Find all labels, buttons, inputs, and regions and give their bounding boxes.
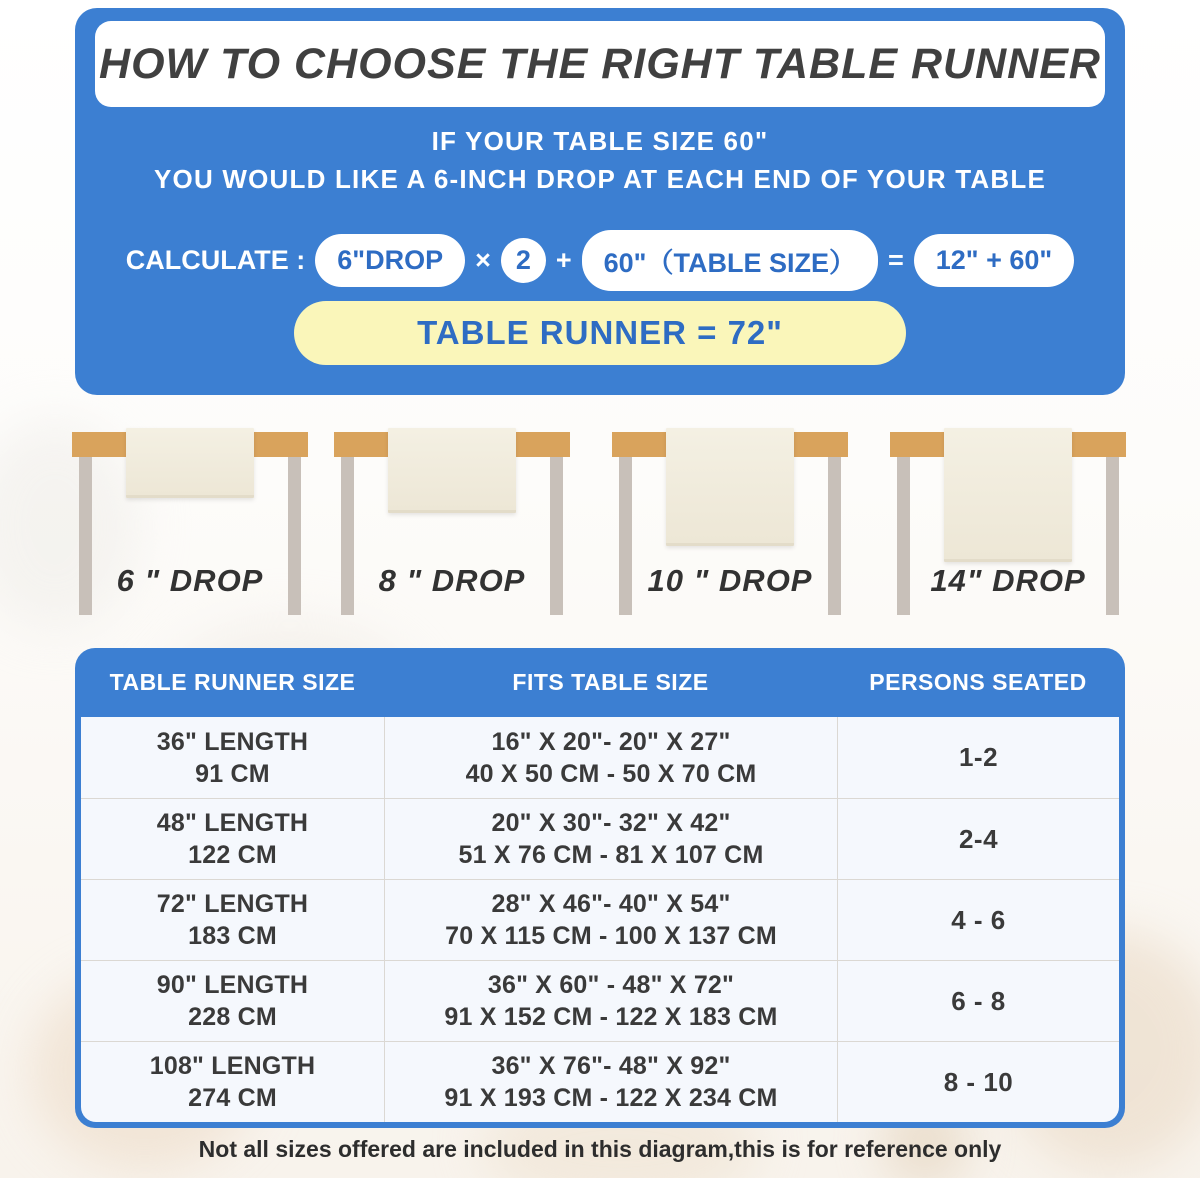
table-runner-cloth xyxy=(126,428,254,498)
fits-size-cell xyxy=(384,879,837,960)
column-header-fits-table-size: FITS TABLE SIZE xyxy=(512,669,709,695)
table-size-pill: 60"（TABLE SIZE） xyxy=(582,230,878,291)
column-header-persons-seated: PERSONS SEATED xyxy=(869,669,1087,695)
column-header-runner-size: TABLE RUNNER SIZE xyxy=(109,669,356,695)
persons-cell xyxy=(837,798,1119,879)
disclaimer-note: Not all sizes offered are included in this diagram,this is for reference only xyxy=(198,1136,1002,1162)
fits-line: 36" X 60" - 48" X 72" xyxy=(487,971,735,999)
sum-pill: 12" + 60" xyxy=(914,234,1074,287)
persons-value: 2-4 xyxy=(958,823,999,854)
persons-value: 6 - 8 xyxy=(951,985,1006,1016)
size-chart-panel xyxy=(75,648,1125,1128)
size-line: 72" LENGTH xyxy=(156,890,309,918)
table-illustration-6-drop xyxy=(72,425,308,625)
fits-size-cell xyxy=(384,717,837,798)
runner-size-cell xyxy=(81,798,384,879)
fits-size-cell xyxy=(384,798,837,879)
fits-line: 36" X 76"- 48" X 92" xyxy=(491,1052,731,1080)
drop-illustrations xyxy=(0,425,1200,640)
persons-value: 4 - 6 xyxy=(951,904,1006,935)
persons-value: 8 - 10 xyxy=(943,1066,1014,1097)
persons-cell xyxy=(837,717,1119,798)
title-box xyxy=(95,21,1105,107)
drop-label: 10 " DROP xyxy=(647,563,813,598)
times-operator: × xyxy=(475,245,491,275)
result-pill: TABLE RUNNER = 72" xyxy=(294,301,906,365)
size-line: 90" LENGTH xyxy=(156,971,309,999)
fits-line: 16" X 20"- 20" X 27" xyxy=(491,727,731,756)
fits-size-cell xyxy=(384,1041,837,1122)
equals-operator: = xyxy=(887,245,904,275)
fits-line: 20" X 30"- 32" X 42" xyxy=(491,809,731,837)
drop-label: 8 " DROP xyxy=(378,563,526,598)
table-illustration-10-drop xyxy=(612,425,848,625)
runner-size-cell xyxy=(81,960,384,1041)
plus-operator: + xyxy=(555,245,572,275)
fits-line: 91 X 193 CM - 122 X 234 CM xyxy=(444,1084,778,1112)
fits-line: 28" X 46"- 40" X 54" xyxy=(491,890,731,918)
runner-size-cell xyxy=(81,879,384,960)
fits-line: 51 X 76 CM - 81 X 107 CM xyxy=(458,841,764,869)
size-line: 228 CM xyxy=(188,1003,277,1031)
size-chart-body xyxy=(81,717,1119,1122)
size-line: 274 CM xyxy=(188,1084,277,1112)
factor-circle: 2 xyxy=(501,238,546,283)
header-panel xyxy=(75,8,1125,395)
size-line: 108" LENGTH xyxy=(149,1052,316,1080)
calculate-label: CALCULATE : xyxy=(125,245,306,275)
page-title: HOW TO CHOOSE THE RIGHT TABLE RUNNER xyxy=(99,39,1101,88)
size-line: 122 CM xyxy=(188,841,277,869)
fits-line: 70 X 115 CM - 100 X 137 CM xyxy=(445,922,777,950)
runner-size-cell xyxy=(81,717,384,798)
table-illustration-14-drop xyxy=(890,425,1126,625)
fits-line: 91 X 152 CM - 122 X 183 CM xyxy=(444,1003,778,1031)
drop-label: 14" DROP xyxy=(930,563,1086,598)
persons-value: 1-2 xyxy=(958,742,999,772)
table-runner-cloth xyxy=(666,428,794,546)
table-runner-cloth xyxy=(944,428,1072,562)
persons-cell xyxy=(837,960,1119,1041)
size-chart-header-row xyxy=(81,648,1119,717)
fits-size-cell xyxy=(384,960,837,1041)
drop-value-pill: 6"DROP xyxy=(315,234,465,287)
size-line: 183 CM xyxy=(188,922,277,950)
fits-line: 40 X 50 CM - 50 X 70 CM xyxy=(465,759,757,788)
subtitle-line-1: IF YOUR TABLE SIZE 60" xyxy=(431,126,769,156)
size-line: 36" LENGTH xyxy=(156,727,309,756)
persons-cell xyxy=(837,879,1119,960)
drop-label: 6 " DROP xyxy=(116,563,264,598)
size-line: 48" LENGTH xyxy=(156,809,309,837)
size-line: 91 CM xyxy=(195,759,270,788)
table-illustration-8-drop xyxy=(334,425,570,625)
persons-cell xyxy=(837,1041,1119,1122)
calculation-row xyxy=(75,230,1125,291)
runner-size-cell xyxy=(81,1041,384,1122)
subtitle-line-2: YOU WOULD LIKE A 6-INCH DROP AT EACH END OF YOUR TABLE xyxy=(153,164,1046,194)
table-runner-cloth xyxy=(388,428,516,513)
